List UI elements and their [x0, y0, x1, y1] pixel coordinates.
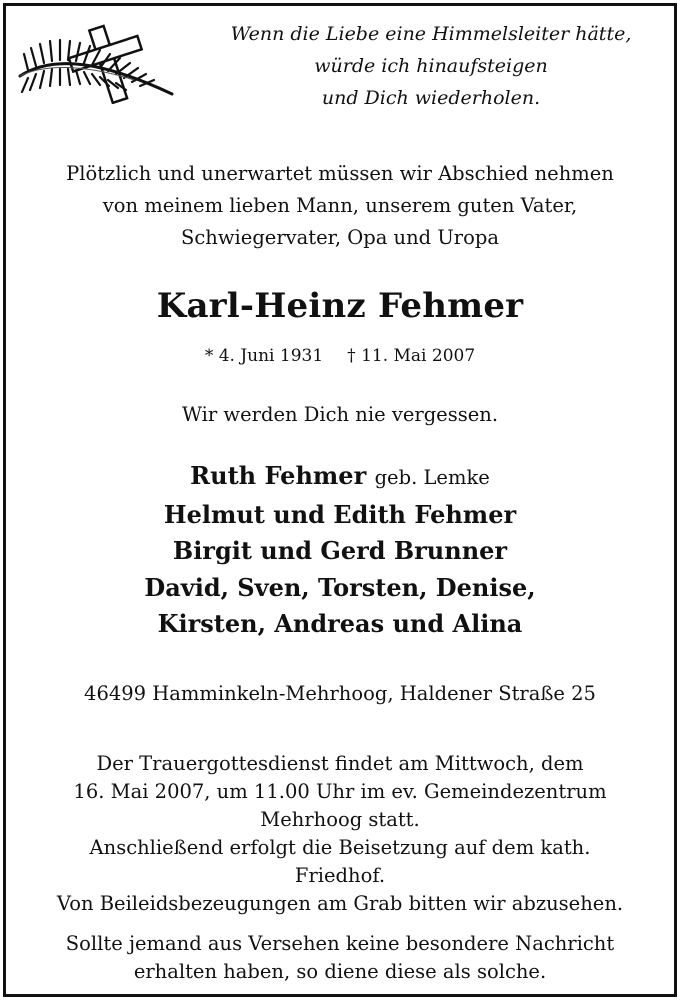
funeral-line: Von Beileidsbezeugungen am Grab bitten wir abzusehen.: [56, 892, 624, 915]
notice-line: erhalten haben, so diene diese als solche.: [133, 960, 547, 983]
intro-line: von meinem lieben Mann, unserem guten Vater,: [102, 194, 578, 217]
intro-text: [6, 158, 674, 254]
funeral-line: Der Trauergottesdienst findet am Mittwoch, dem: [96, 752, 584, 775]
intro-line: Schwiegervater, Opa und Uropa: [181, 226, 499, 249]
family-address: 46499 Hamminkeln-Mehrhoog, Haldener Straße 25: [84, 682, 596, 705]
verse-line: und Dich wiederholen.: [321, 87, 541, 109]
verse: [196, 18, 666, 114]
mourner-line: Birgit und Gerd Brunner: [172, 536, 508, 565]
verse-line: Wenn die Liebe eine Himmelsleiter hätte,: [230, 23, 632, 45]
obituary-notice: [3, 3, 677, 997]
mourner-line: Kirsten, Andreas und Alina: [157, 609, 523, 638]
funeral-details: [6, 750, 674, 918]
cross-symbol-icon: †: [347, 346, 356, 366]
closing-notice: [6, 930, 674, 986]
remembrance-line: Wir werden Dich nie vergessen.: [181, 403, 499, 426]
verse-line: würde ich hinaufsteigen: [314, 55, 548, 77]
funeral-line: 16. Mai 2007, um 11.00 Uhr im ev. Gemeindezentrum: [73, 780, 607, 803]
birth-date: 4. Juni 1931: [218, 346, 324, 366]
mourner-line: [6, 458, 674, 497]
life-dates: [6, 341, 674, 371]
mourner-line: David, Sven, Torsten, Denise,: [144, 572, 536, 602]
mourner-line: Helmut und Edith Fehmer: [163, 499, 517, 529]
funeral-line: Friedhof.: [294, 864, 386, 887]
death-date: 11. Mai 2007: [361, 346, 476, 366]
mourners-list: [6, 458, 674, 643]
born-symbol: *: [204, 346, 214, 366]
funeral-line: Anschließend erfolgt die Beisetzung auf dem kath.: [89, 836, 591, 859]
intro-line: Plötzlich und unerwartet müssen wir Abschied nehmen: [66, 162, 614, 185]
widow-name: Ruth Fehmer: [190, 461, 367, 490]
funeral-line: Mehrhoog statt.: [260, 808, 420, 831]
widow-birth-name: geb. Lemke: [374, 466, 490, 489]
cross-palm-icon: [14, 20, 176, 104]
notice-line: Sollte jemand aus Versehen keine besondere Nachricht: [65, 932, 615, 955]
deceased-name: Karl-Heinz Fehmer: [156, 286, 524, 326]
